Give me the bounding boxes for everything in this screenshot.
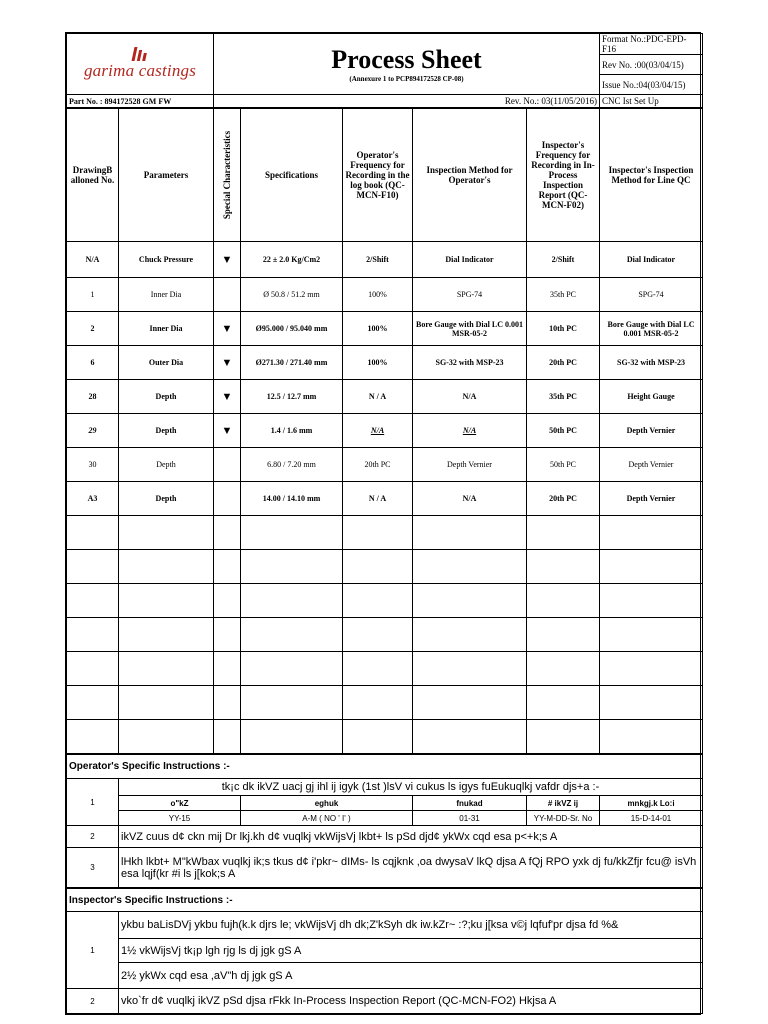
cell-special-char: ▼ <box>214 346 241 380</box>
empty-cell <box>214 618 241 652</box>
cell-op-method: Bore Gauge with Dial LC 0.001 MSR-05-2 <box>413 312 527 346</box>
date-code-example-header: mnkgj.k Lo:i <box>600 796 703 811</box>
op-instr-3-text: lHkh lkbt+ M"kWbax vuqlkj ik;s tkus d¢ i'pkr~ dIMs- ls cqjknk ,oa dwysaV lkQ djsa A fQj RPO yxk dj fu/kkZfjr fcu@ isVh esa lqjf(kr #i ls j[kok;s A <box>119 848 703 888</box>
cell-parameter: Depth <box>119 414 214 448</box>
empty-cell <box>527 652 600 686</box>
cell-drawing-no: 1 <box>67 278 119 312</box>
cell-op-frequency: 100% <box>343 346 413 380</box>
cell-insp-method: Depth Vernier <box>600 414 703 448</box>
col-insp-frequency: Inspector's Frequency for Recording in In-Process Inspection Report (QC-MCN-F02) <box>527 109 600 242</box>
empty-cell <box>527 720 600 754</box>
empty-cell <box>600 550 703 584</box>
cell-special-char <box>214 448 241 482</box>
cell-drawing-no: 28 <box>67 380 119 414</box>
empty-cell <box>527 686 600 720</box>
op-instr-1-text: tk¡c dk ikVZ uacj gj ihl ij igyk (1st )lsV vi cukus ls igys fuEukuqlkj vafdr djs+a :- <box>119 779 703 796</box>
table-row <box>67 414 703 448</box>
cell-specification: 22 ± 2.0 Kg/Cm2 <box>241 242 343 278</box>
operator-instructions <box>66 754 703 888</box>
cell-drawing-no: 2 <box>67 312 119 346</box>
col-op-frequency: Operator's Frequency for Recording in the log book (QC-MCN-F10) <box>343 109 413 242</box>
empty-cell <box>119 550 214 584</box>
empty-cell <box>600 618 703 652</box>
rev-no: Rev No. :00(03/04/15) <box>600 55 703 75</box>
date-code-month-header: eghuk <box>241 796 413 811</box>
format-no: Format No.:PDC-EPD-F16 <box>600 34 703 55</box>
table-row <box>67 278 703 312</box>
empty-cell <box>241 550 343 584</box>
date-code-day-value: 01-31 <box>413 811 527 826</box>
logo-cell <box>67 34 214 95</box>
cell-insp-frequency: 2/Shift <box>527 242 600 278</box>
cell-insp-method: Depth Vernier <box>600 482 703 516</box>
col-parameters: Parameters <box>119 109 214 242</box>
empty-cell <box>241 652 343 686</box>
cell-special-char: ▼ <box>214 414 241 448</box>
cell-parameter: Depth <box>119 448 214 482</box>
date-code-year-header: o"kZ <box>119 796 241 811</box>
table-header-row <box>67 109 703 242</box>
cell-op-method: Depth Vernier <box>413 448 527 482</box>
empty-cell <box>67 618 119 652</box>
garima-logo-icon <box>132 47 148 61</box>
empty-cell <box>600 516 703 550</box>
table-row <box>67 346 703 380</box>
empty-row <box>67 584 703 618</box>
cell-insp-frequency: 35th PC <box>527 278 600 312</box>
empty-cell <box>527 584 600 618</box>
col-drawing: DrawingB alloned No. <box>67 109 119 242</box>
empty-cell <box>343 720 413 754</box>
empty-cell <box>67 686 119 720</box>
cell-drawing-no: 6 <box>67 346 119 380</box>
cell-op-frequency: 100% <box>343 278 413 312</box>
operator-instructions-heading: Operator's Specific Instructions :- <box>67 755 703 779</box>
cell-parameter: Outer Dia <box>119 346 214 380</box>
cell-insp-frequency: 35th PC <box>527 380 600 414</box>
process-sheet <box>65 32 701 1015</box>
empty-cell <box>527 618 600 652</box>
empty-cell <box>600 652 703 686</box>
cell-insp-frequency: 20th PC <box>527 482 600 516</box>
title-cell <box>214 34 600 95</box>
cell-drawing-no: N/A <box>67 242 119 278</box>
table-row <box>67 380 703 414</box>
brand-name: garima castings <box>83 61 197 80</box>
empty-cell <box>343 516 413 550</box>
cell-insp-method: Height Gauge <box>600 380 703 414</box>
sheet-header <box>66 33 703 108</box>
op-instr-1-no: 1 <box>67 779 119 826</box>
empty-cell <box>119 686 214 720</box>
col-special-label: Special Characteristics <box>222 130 232 220</box>
cell-specification: Ø 50.8 / 51.2 mm <box>241 278 343 312</box>
empty-cell <box>119 618 214 652</box>
cell-parameter: Depth <box>119 482 214 516</box>
cell-parameter: Inner Dia <box>119 278 214 312</box>
cell-insp-method: Depth Vernier <box>600 448 703 482</box>
empty-cell <box>600 584 703 618</box>
cell-drawing-no: 29 <box>67 414 119 448</box>
op-instr-2-text: ikVZ cuus d¢ ckn mij Dr lkj.kh d¢ vuqlkj vkWijsVj lkbt+ ls pSd djd¢ ykWx cqd esa p<+k;s A <box>119 826 703 848</box>
empty-cell <box>67 584 119 618</box>
date-code-part-value: YY-M-DD-Sr. No <box>527 811 600 826</box>
brand-logo <box>69 34 211 94</box>
characteristics-table <box>66 108 703 754</box>
empty-cell <box>214 686 241 720</box>
cell-special-char: ▼ <box>214 380 241 414</box>
cell-insp-frequency: 50th PC <box>527 414 600 448</box>
date-code-example-value: 15-D-14-01 <box>600 811 703 826</box>
cell-drawing-no: A3 <box>67 482 119 516</box>
empty-cell <box>413 584 527 618</box>
empty-cell <box>600 720 703 754</box>
inspector-instructions <box>66 888 703 1014</box>
page-subtitle: (Annexure 1 to PCP894172528 CP-08) <box>349 75 464 83</box>
cell-special-char: ▼ <box>214 242 241 278</box>
empty-cell <box>67 652 119 686</box>
empty-cell <box>214 720 241 754</box>
cell-special-char <box>214 482 241 516</box>
empty-cell <box>119 584 214 618</box>
empty-cell <box>343 550 413 584</box>
op-instr-3-no: 3 <box>67 848 119 888</box>
empty-cell <box>119 720 214 754</box>
empty-cell <box>241 720 343 754</box>
cell-parameter: Inner Dia <box>119 312 214 346</box>
insp-instr-1-line-1: ykbu baLisDVj ykbu fujh(k.k djrs le; vkWijsVj dh dk;Z'kSyh dk iw.kZr~ :?;ku j[ksa v©j lqfuf'pr djsa fd %& <box>119 912 703 939</box>
empty-cell <box>413 516 527 550</box>
insp-instr-1-line-3: 2½ ykWx cqd esa ,aV"h dj jgk gS A <box>119 963 703 989</box>
empty-cell <box>413 550 527 584</box>
rev-no-date: Rev. No.: 03(11/05/2016) <box>214 95 600 108</box>
empty-cell <box>343 652 413 686</box>
insp-instr-2-text: vko`fr d¢ vuqlkj ikVZ pSd djsa rFkk In-Process Inspection Report (QC-MCN-FO2) Hkjsa A <box>119 989 703 1014</box>
date-code-month-value: A-M ( NO ' I' ) <box>241 811 413 826</box>
cell-op-frequency: N/A <box>343 414 413 448</box>
op-instr-2-no: 2 <box>67 826 119 848</box>
empty-row <box>67 516 703 550</box>
cell-insp-method: SG-32 with MSP-23 <box>600 346 703 380</box>
empty-cell <box>241 584 343 618</box>
cell-op-frequency: 2/Shift <box>343 242 413 278</box>
cell-insp-method: SPG-74 <box>600 278 703 312</box>
cell-specification: Ø271.30 / 271.40 mm <box>241 346 343 380</box>
date-code-part-header: # ikVZ ij <box>527 796 600 811</box>
cell-insp-frequency: 50th PC <box>527 448 600 482</box>
table-row <box>67 312 703 346</box>
date-code-year-value: YY-15 <box>119 811 241 826</box>
cell-op-method: Dial Indicator <box>413 242 527 278</box>
cell-drawing-no: 30 <box>67 448 119 482</box>
col-op-method: Inspection Method for Operator's <box>413 109 527 242</box>
cell-specification: 12.5 / 12.7 mm <box>241 380 343 414</box>
cell-insp-method: Dial Indicator <box>600 242 703 278</box>
empty-cell <box>413 720 527 754</box>
empty-cell <box>67 550 119 584</box>
part-no: Part No. : 894172528 GM FW <box>67 95 214 108</box>
cell-specification: 1.4 / 1.6 mm <box>241 414 343 448</box>
empty-cell <box>67 516 119 550</box>
empty-cell <box>343 618 413 652</box>
empty-cell <box>214 652 241 686</box>
empty-row <box>67 652 703 686</box>
cell-special-char <box>214 278 241 312</box>
cell-parameter: Depth <box>119 380 214 414</box>
col-special <box>214 109 241 242</box>
insp-instr-1-line-2: 1½ vkWijsVj tk¡p lgh rjg ls dj jgk gS A <box>119 939 703 963</box>
operation-name: CNC Ist Set Up <box>600 95 703 108</box>
empty-cell <box>413 618 527 652</box>
cell-op-frequency: 100% <box>343 312 413 346</box>
page-title: Process Sheet <box>331 45 482 74</box>
cell-op-frequency: N / A <box>343 482 413 516</box>
empty-cell <box>413 652 527 686</box>
empty-cell <box>119 652 214 686</box>
date-code-day-header: fnukad <box>413 796 527 811</box>
table-body <box>67 242 703 754</box>
empty-row <box>67 686 703 720</box>
insp-instr-2-no: 2 <box>67 989 119 1014</box>
empty-cell <box>527 550 600 584</box>
empty-cell <box>241 618 343 652</box>
empty-cell <box>241 516 343 550</box>
cell-specification: Ø95.000 / 95.040 mm <box>241 312 343 346</box>
cell-op-method: N/A <box>413 482 527 516</box>
empty-cell <box>527 516 600 550</box>
empty-cell <box>119 516 214 550</box>
table-row <box>67 482 703 516</box>
cell-op-method: N/A <box>413 380 527 414</box>
insp-instr-1-no: 1 <box>67 912 119 989</box>
empty-cell <box>214 516 241 550</box>
col-specifications: Specifications <box>241 109 343 242</box>
inspector-instructions-heading: Inspector's Specific Instructions :- <box>67 889 703 912</box>
cell-specification: 14.00 / 14.10 mm <box>241 482 343 516</box>
cell-op-method: N/A <box>413 414 527 448</box>
empty-cell <box>413 686 527 720</box>
empty-row <box>67 720 703 754</box>
cell-insp-frequency: 10th PC <box>527 312 600 346</box>
empty-cell <box>343 686 413 720</box>
empty-cell <box>241 686 343 720</box>
empty-cell <box>214 550 241 584</box>
cell-specification: 6.80 / 7.20 mm <box>241 448 343 482</box>
empty-cell <box>214 584 241 618</box>
empty-cell <box>343 584 413 618</box>
cell-op-frequency: N / A <box>343 380 413 414</box>
table-row <box>67 448 703 482</box>
cell-parameter: Chuck Pressure <box>119 242 214 278</box>
empty-cell <box>67 720 119 754</box>
empty-row <box>67 618 703 652</box>
table-row <box>67 242 703 278</box>
cell-op-method: SPG-74 <box>413 278 527 312</box>
issue-no: Issue No.:04(03/04/15) <box>600 75 703 95</box>
cell-op-method: SG-32 with MSP-23 <box>413 346 527 380</box>
cell-insp-method: Bore Gauge with Dial LC 0.001 MSR-05-2 <box>600 312 703 346</box>
cell-special-char: ▼ <box>214 312 241 346</box>
col-insp-method: Inspector's Inspection Method for Line QC <box>600 109 703 242</box>
empty-cell <box>600 686 703 720</box>
empty-row <box>67 550 703 584</box>
cell-op-frequency: 20th PC <box>343 448 413 482</box>
cell-insp-frequency: 20th PC <box>527 346 600 380</box>
